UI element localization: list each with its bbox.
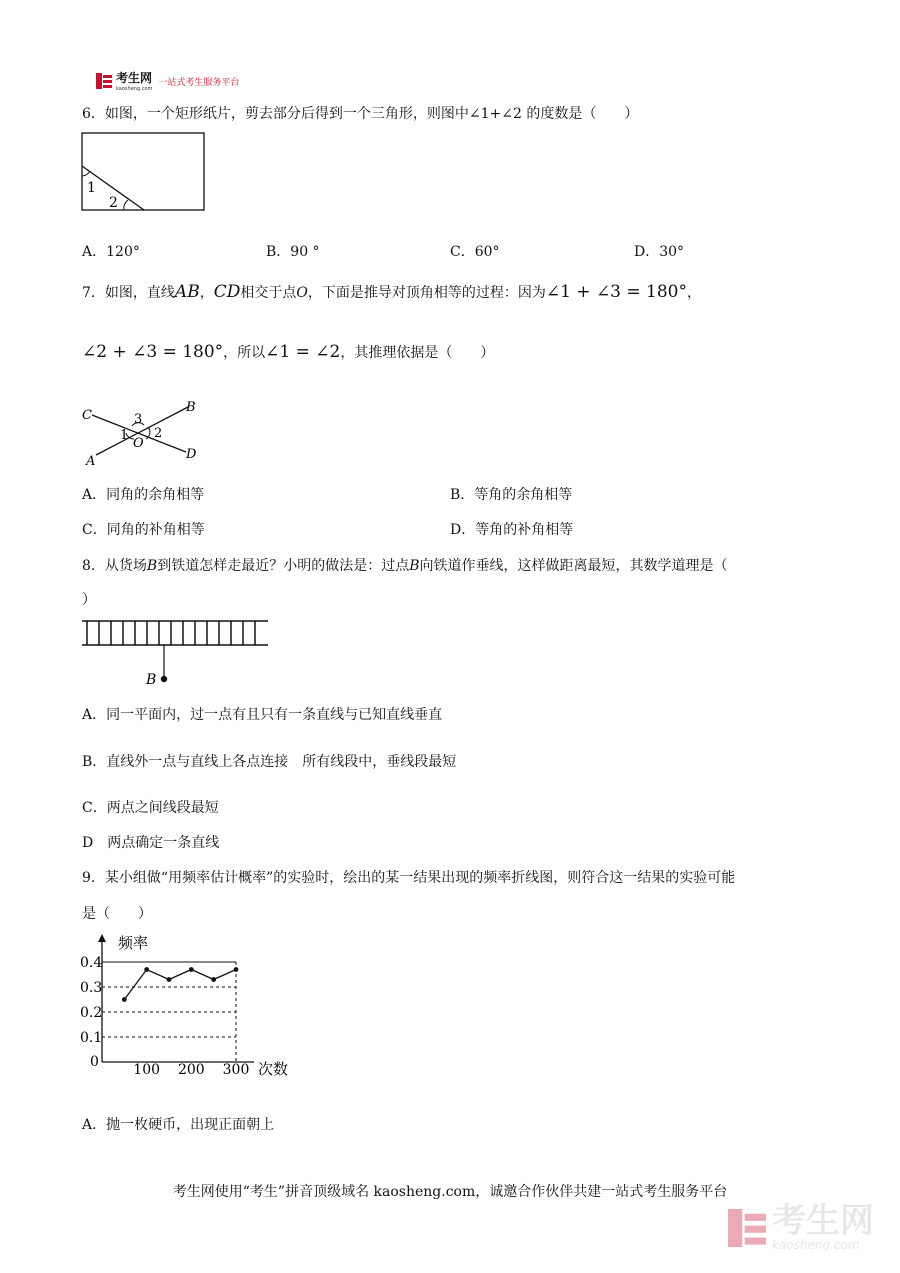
q7-option-c: C．同角的补角相等	[82, 522, 205, 538]
q8-railway-figure	[80, 617, 272, 693]
chart-series-line	[124, 970, 236, 1000]
q7-label-b: B	[186, 400, 196, 415]
q6-text: 6．如图，一个矩形纸片，剪去部分后得到一个三角形，则图中∠1+∠2 的度数是（ ）	[82, 106, 639, 122]
chart-data-point	[211, 977, 216, 982]
q8-option-d: D 两点确定一条直线	[82, 835, 220, 851]
q6-option-a: A．120°	[82, 244, 140, 260]
chart-ytick-label: 0.3	[80, 980, 103, 996]
q9-frequency-chart	[78, 928, 310, 1084]
q8-option-a: A．同一平面内，过一点有且只有一条直线与已知直线垂直	[82, 707, 443, 723]
q6-option-d: D．30°	[634, 244, 685, 260]
chart-ylabel: 频率	[118, 934, 149, 952]
chart-data-point	[167, 977, 172, 982]
q7-angle-1-label: 1	[120, 428, 129, 443]
q7-figure	[78, 395, 208, 470]
brand-tagline: 一站式考生服务平台	[158, 77, 240, 88]
q7-angle-2-label: 2	[154, 426, 163, 441]
watermark-text: 考生网	[772, 1201, 874, 1241]
q6-option-b: B．90 °	[266, 244, 320, 260]
chart-data-point	[189, 967, 194, 972]
q8-option-b: B．直线外一点与直线上各点连接 所有线段中，垂线段最短	[82, 754, 457, 770]
q6-angle-1-label: 1	[87, 180, 96, 196]
q8-option-c: C．两点之间线段最短	[82, 800, 219, 816]
q9-text-line1: 9．某小组做“用频率估计概率”的实验时，绘出的某一结果出现的频率折线图，则符合这一结果的实验可能	[82, 870, 736, 886]
q7-text-line1: 7．如图，直线AB，CD相交于点O，下面是推导对顶角相等的过程：因为∠1 + ∠3 = 180°，	[82, 282, 701, 302]
q9-option-a: A．抛一枚硬币，出现正面朝上	[82, 1117, 275, 1133]
q6-option-c: C．60°	[450, 244, 500, 260]
q7-text-line2: ∠2 + ∠3 = 180°，所以∠1 = ∠2，其推理依据是（ ）	[82, 342, 495, 362]
q7-option-d: D．等角的补角相等	[450, 522, 574, 538]
brand-domain: kaosheng.com	[116, 86, 153, 92]
logo-icon	[96, 73, 112, 89]
q9-text-line2: 是（ ）	[82, 906, 152, 922]
q7-label-d: D	[186, 447, 197, 462]
q7-angle-3-label: 3	[134, 412, 143, 427]
chart-origin-label: 0	[90, 1054, 99, 1070]
q7-label-c: C	[82, 408, 92, 423]
q8-point-b-label: B	[146, 672, 157, 688]
brand-logo	[96, 72, 239, 90]
chart-data-point	[122, 997, 127, 1002]
chart-xtick-label: 100	[133, 1062, 161, 1078]
q7-option-b: B．等角的余角相等	[450, 487, 573, 503]
chart-ytick-label: 0.1	[80, 1030, 103, 1046]
chart-ytick-label: 0.4	[80, 955, 103, 971]
q7-label-a: A	[86, 454, 96, 469]
chart-data-point	[144, 967, 149, 972]
watermark-domain: kaosheng.com	[772, 1238, 860, 1252]
q7-label-o: O	[133, 436, 144, 451]
chart-xtick-label: 200	[177, 1062, 205, 1078]
q7-option-a: A．同角的余角相等	[82, 487, 205, 503]
page-footer: 考生网使用“考生”拼音顶级域名 kaosheng.com，诚邀合作伙伴共建一站式考生服务平台	[172, 1184, 728, 1200]
watermark-icon	[728, 1208, 766, 1248]
q8-text-line2: ）	[82, 592, 96, 608]
q6-figure	[78, 128, 210, 216]
chart-xlabel: 次数	[258, 1060, 289, 1078]
chart-xtick-label: 300	[222, 1062, 250, 1078]
q6-angle-2-label: 2	[109, 195, 118, 211]
brand-name: 考生网	[116, 71, 153, 85]
q8-text-line1: 8．从货场B到铁道怎样走最近？小明的做法是：过点B向铁道作垂线，这样做距离最短，其数学道理是（	[82, 558, 728, 574]
chart-ytick-label: 0.2	[80, 1005, 103, 1021]
chart-data-point	[234, 967, 239, 972]
watermark-logo	[728, 1201, 874, 1252]
y-axis-arrow-icon	[98, 934, 106, 942]
